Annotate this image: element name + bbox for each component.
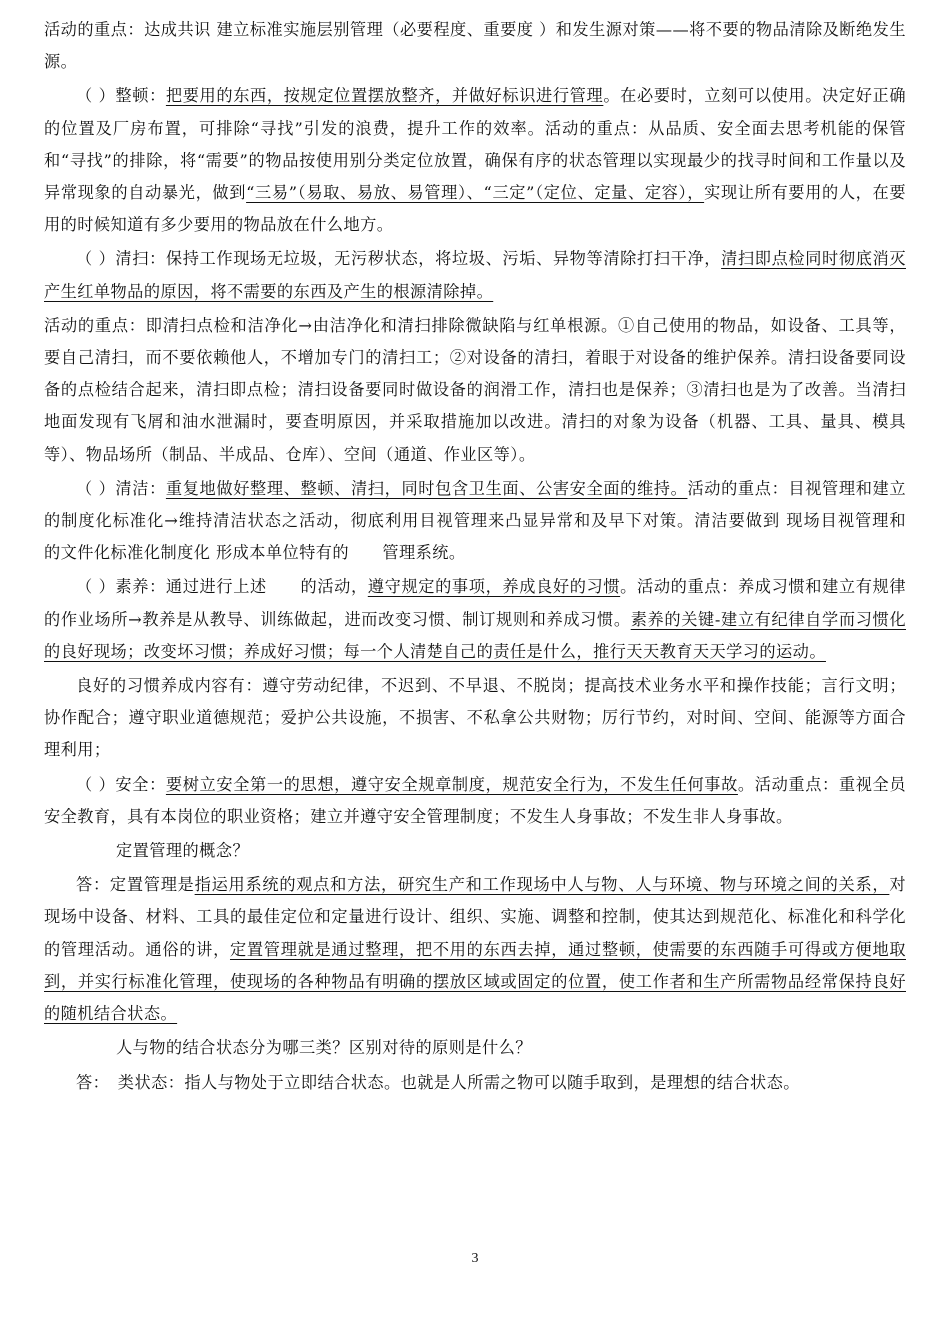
paragraph-p3 <box>44 243 906 307</box>
text-span: （ ）整顿： <box>76 86 166 106</box>
paragraph-p5 <box>44 473 940 570</box>
text-span: 良好的习惯养成内容有：遵守劳动纪律，不迟到、不早退、不脱岗；提高技术业务水平和操作技能；言行文明；协作配合；遵守职业道德规范；爱护公共设施，不损害、不私拿公共财物；厉行节约，对时间、空间、能源等方面合理利用； <box>44 676 906 760</box>
document-body <box>44 14 940 1101</box>
paragraph-p2 <box>44 80 906 241</box>
underlined-text: 指运用系统的观点和方法，研究生产和工作现场中人与物、人与环境、物与环境之间的关系， <box>194 875 890 895</box>
text-span: 定置管理的概念？ <box>116 841 250 861</box>
paragraph-p8 <box>44 769 906 833</box>
text-span: 人与物的结合状态分为哪三类？区别对待的原则是什么？ <box>116 1038 532 1058</box>
text-span: 。活动的重点：养成习惯和建立有规律的作业场所→教养是从教导、训练做起，进而改变习惯、制订规则和养成习惯。 <box>44 577 906 629</box>
text-span: 。在必要时，立刻可以使用。决定好正确的位置及厂房布置，可排除“寻找”引发的浪费，提升工作的效率。活动的重点：从品质、安全面去思考机能的保管和“寻找”的排除，将“需要”的物品按使用别分类定位放置，确保有序的状态管理以实现最少的找寻时间和工作量以及异常现象的自动暴光，做到 <box>44 86 906 203</box>
underlined-text: 遵守规定的事项，养成良好的习惯 <box>367 577 621 597</box>
underlined-text: 要树立安全第一的思想，遵守安全规章制度，规范安全行为，不发生任何事故 <box>165 774 738 794</box>
underlined-text: 清扫即点检同时彻底消灭产生红单物品的原因，将不需要的东西及产生的根源清除掉。 <box>44 249 906 301</box>
text-span: 活动的重点：即清扫点检和洁净化→由洁净化和清扫排除微缺陷与红单根源。①自己使用的物品，如设备、工具等，要自己清扫，而不要依赖他人，不增加专门的清扫工；②对设备的清扫，着眼于对设备的维护保养。清扫设备要同设备的点检结合起来，清扫即点检；清扫设备要同时做设备的润滑工作，清扫也是保养；③清扫也是为了改善。当清扫地面发现有飞屑和油水泄漏时，要查明原因，并采取措施加以改进。清扫的对象为设备（机器、工具、量具、模具等）、物品场所（制品、半成品、仓库）、空间（通道、作业区等）。 <box>44 315 906 464</box>
page-number: 3 <box>471 1251 479 1266</box>
underlined-text: 重复地做好整理、整顿、清扫，同时包含卫生面、公害安全面的维持。 <box>165 478 688 498</box>
text-span: 实现让所有要用的人，在要用的时候知道有多少要用的物品放在什么地方。 <box>44 183 906 235</box>
text-span: 活动的重点：目视管理和建立 的制度化标准化→维持清洁状态之活动，彻底利用目视管理来凸显异常和及早下对策。清洁要做到 现场目视管理和 的文件化标准化制度化 形成本单位特有的 管理系统。 <box>44 478 940 563</box>
text-span: （ ）安全： <box>76 774 166 794</box>
paragraph-p11 <box>44 1032 906 1064</box>
underlined-text: 定置管理就是通过整理，把不用的东西去掉，通过整顿，使需要的东西随手可得或方便地取到，并实行标准化管理，使现场的各种物品有明确的摆放区域或固定的位置，使工作者和生产所需物品经常保持良好的随机结合状态。 <box>44 939 906 1024</box>
text-span: （ ）素养：通过进行上述 的活动， <box>76 577 368 597</box>
text-span: 答：定置管理是 <box>76 875 195 895</box>
paragraph-p6 <box>44 571 906 668</box>
text-span: （ ）清扫：保持工作现场无垃圾，无污秽状态，将垃圾、污垢、异物等清除打扫干净， <box>76 249 722 269</box>
text-span: （ ）清洁： <box>76 478 166 498</box>
text-span: 。活动重点：重视全员安全教育，具有本岗位的职业资格；建立并遵守安全管理制度；不发生人身事故；不发生非人身事故。 <box>44 774 906 826</box>
underlined-text: 素养的关键-建立有纪律自学而习惯化的良好现场；改变坏习惯；养成好习惯；每一个人清楚自己的责任是什么，推行天天教育天天学习的运动。 <box>44 609 907 661</box>
text-span: 对现场中设备、材料、工具的最佳定位和定量进行设计、组织、实施、调整和控制，使其达到规范化、标准化和科学化的管理活动。通俗的讲， <box>44 875 906 959</box>
text-span: 活动的重点：达成共识 建立标准实施层别管理（必要程度、重要度 ）和发生源对策——将不要的物品清除及断绝发生源。 <box>44 20 906 72</box>
underlined-text: “三易”（易取、易放、易管理）、“三定”（定位、定量、定容）， <box>246 183 705 203</box>
underlined-text: 把要用的东西，按规定位置摆放整齐，并做好标识进行管理 <box>165 86 604 106</box>
paragraph-p9 <box>44 835 906 867</box>
paragraph-p10 <box>44 869 906 1030</box>
paragraph-p4 <box>44 310 906 471</box>
text-span: 答： 类状态：指人与物处于立即结合状态。也就是人所需之物可以随手取到，是理想的结合状态。 <box>76 1072 800 1092</box>
paragraph-p12 <box>44 1067 906 1099</box>
paragraph-p7 <box>44 670 906 767</box>
paragraph-p1 <box>44 14 906 78</box>
